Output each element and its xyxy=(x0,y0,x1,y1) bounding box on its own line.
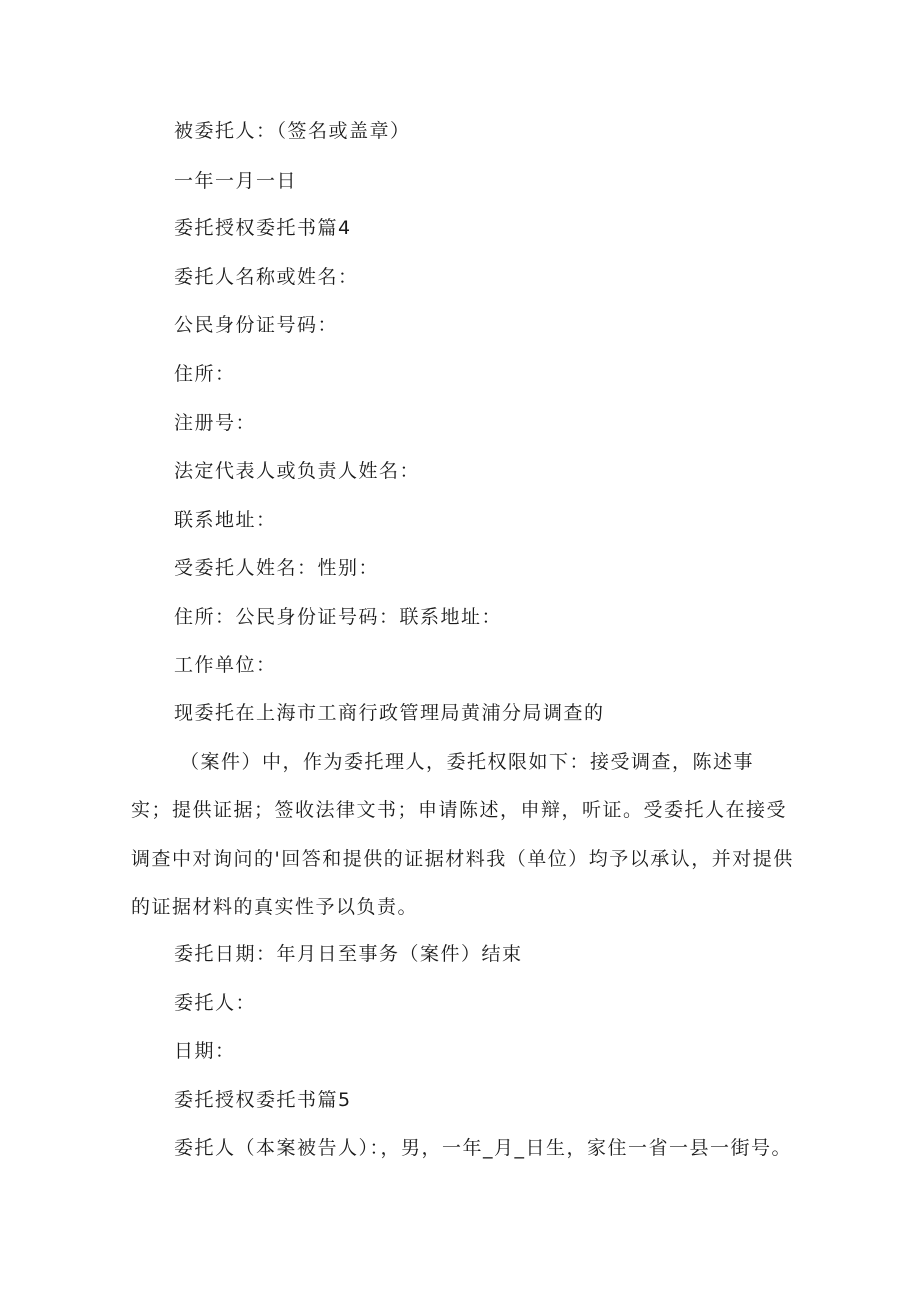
principal-signature-field: 委托人： xyxy=(174,992,257,1014)
authorization-paragraph-line-2: （案件）中，作为委托理人，委托权限如下：接受调查，陈述事 xyxy=(180,751,755,773)
trustee-signature-line: 被委托人：（签名或盖章） xyxy=(174,120,411,142)
principal-name-field: 委托人名称或姓名： xyxy=(174,266,359,288)
legal-representative-field: 法定代表人或负责人姓名： xyxy=(174,460,421,482)
authorization-paragraph-line-3: 实；提供证据；签收法律文书；申请陈述，申辩，听证。受委托人在接受 xyxy=(131,799,788,821)
defendant-principal-line: 委托人（本案被告人）：，男，一年_月_日生，家住一省一县一街号。 xyxy=(174,1137,793,1159)
contact-address-field: 联系地址： xyxy=(174,509,277,531)
authorization-paragraph-line-5: 的证据材料的真实性予以负责。 xyxy=(131,896,419,918)
registration-number-field: 注册号： xyxy=(174,412,257,434)
authorization-period-field: 委托日期：年月日至事务（案件）结束 xyxy=(174,943,523,965)
trustee-details-field: 住所：公民身份证号码：联系地址： xyxy=(174,606,503,628)
section-heading-4: 委托授权委托书篇4 xyxy=(174,217,352,239)
trustee-name-gender-field: 受委托人姓名：性别： xyxy=(174,557,380,579)
date-line: 一年一月一日 xyxy=(174,170,298,192)
address-field: 住所： xyxy=(174,363,236,385)
section-heading-5: 委托授权委托书篇5 xyxy=(174,1089,352,1111)
id-number-field: 公民身份证号码： xyxy=(174,314,339,336)
authorization-paragraph-line-4: 调查中对询问的'回答和提供的证据材料我（单位）均予以承认，并对提供 xyxy=(131,848,794,870)
authorization-paragraph-line-1: 现委托在上海市工商行政管理局黄浦分局调查的 xyxy=(174,702,605,724)
signature-date-field: 日期： xyxy=(174,1040,236,1062)
work-unit-field: 工作单位： xyxy=(174,654,277,676)
